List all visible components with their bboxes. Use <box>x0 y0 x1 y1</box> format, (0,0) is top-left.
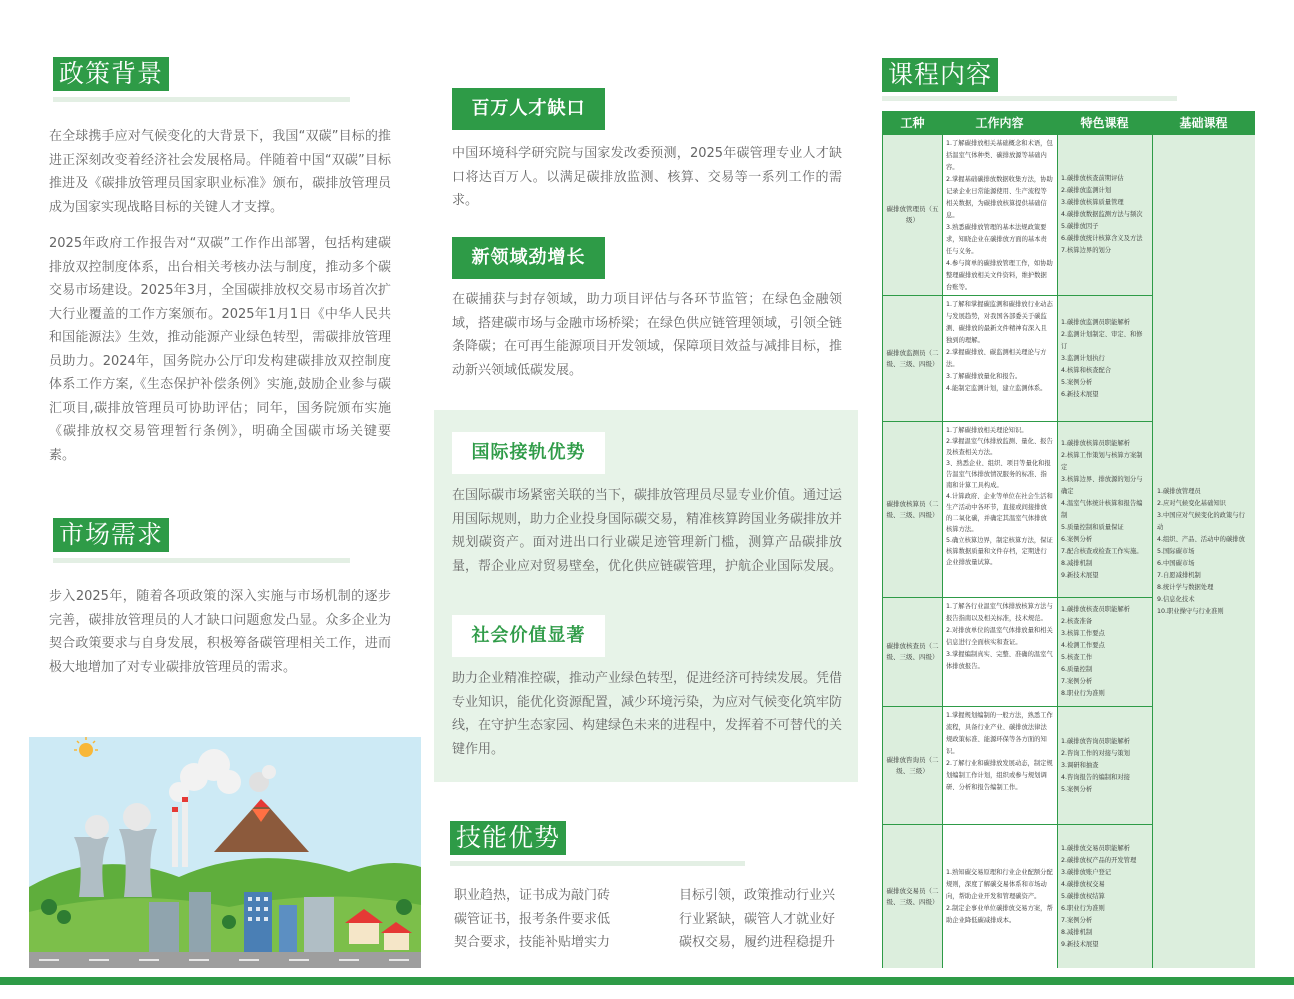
new-field-heading: 新领域劲增长 <box>452 237 605 279</box>
row-3-type: 碳排放核算员（二级、三级、四级） <box>883 422 942 597</box>
skills-heading-underline <box>450 861 745 866</box>
table-divider <box>883 824 1152 825</box>
course-heading-underline <box>882 96 1177 101</box>
row-6-featured: 1.碳排放交易员职能解析 2.碳排放权产品的开发管理 3.碳排放账户登记 4.碳排放权交易 5.碳排放权结算 6.职业行为准则 7.案例分析 8.减排机制 9.新技术展望 <box>1057 825 1152 968</box>
row-2-work: 1.了解和掌握碳监测和碳排放行业动态与发展趋势，对我国各部委关于碳监测、碳排放的最新文件精神有深入且独到的理解。 2.掌握碳排放、碳监测相关理论与方法。 3.了解碳排放量化和报告。 4.能制定监测计划，建立监测体系。 <box>942 296 1057 421</box>
industry-landscape-illustration <box>29 737 421 968</box>
social-value-heading: 社会价值显著 <box>452 615 605 657</box>
skills-left-item: 契合要求，技能补贴增实力 <box>454 935 611 950</box>
row-1-type: 碳排放管理员（五级） <box>883 135 942 295</box>
row-6-work: 1.熟知碳交易原理和行业企业配额分配规则，深度了解碳交易体系和市场动向，帮助企业开发和管理碳资产。 2.制定企事业单位碳排放交易方案，帮助企业降低碳减排成本。 <box>942 825 1057 968</box>
skills-right-item: 目标引领，政策推动行业兴 <box>679 888 836 903</box>
row-1-featured: 1.碳排放核查前期评估 2.碳排放监测计划 3.碳排放核算质量管理 4.碳排放数据监测方法与频次 5.碳排放因子 6.碳排放统计核算含义及方法 7.核算边界的划分 <box>1057 135 1152 295</box>
skills-right-item: 碳权交易，履约进程稳提升 <box>679 935 836 950</box>
header-featured-course: 特色课程 <box>1080 116 1129 130</box>
market-heading: 市场需求 <box>53 518 169 552</box>
table-divider <box>1057 135 1058 968</box>
table-divider <box>883 295 1152 296</box>
policy-paragraph-1: 在全球携手应对气候变化的大背景下，我国“双碳”目标的推进正深刻改变着经济社会发展格局。伴随着中国“双碳”目标推进及《碳排放管理员国家职业标准》颁布，碳排放管理员成为国家实现战略目标的关键人才支撑。 <box>49 129 391 215</box>
sun-icon <box>79 743 93 757</box>
policy-paragraph-2: 2025年政府工作报告对“双碳”工作作出部署，包括构建碳排放双控制度体系，出台相关考核办法与制度，推动多个碳交易市场建设。2025年3月，全国碳排放权交易市场首次扩大行业覆盖的工作方案颁布。2025年1月1日《中华人民共和国能源法》生效，推动能源产业绿色转型，需碳排放管理员助力。2024年，国务院办公厅印发构建碳排放双控制度体系工作方案,《生态保护补偿条例》实施,鼓励企业参与碳汇项目,碳排放管理员可协助评估；同年，国务院颁布实施《碳排放权交易管理暂行条例》，明确全国碳市场关键要素。 <box>49 236 391 463</box>
row-5-type: 碳排放咨询员（二级、三级） <box>883 707 942 824</box>
table-divider <box>883 421 1152 422</box>
talent-gap-heading: 百万人才缺口 <box>452 88 605 130</box>
skills-right-item: 行业紧缺，碳管人才就业好 <box>679 911 836 927</box>
row-4-type: 碳排放核查员（二级、三级、四级） <box>883 598 942 706</box>
header-job-type: 工种 <box>900 116 925 130</box>
row-2-featured: 1.碳排放监测员职能解析 2.监测计划制定、审定、和修订 3.监测计划执行 4.核算和核查配合 5.案例分析 6.新技术展望 <box>1057 296 1152 421</box>
row-4-featured: 1.碳排放核查员职能解析 2.核查准备 3.核算工作要点 4.检测工作要点 5.核查工作 6.质量控制 7.案例分析 8.职业行为准则 <box>1057 598 1152 706</box>
row-1-work: 1.了解碳排放相关基础概念和术语，包括温室气体种类、碳排放源等基础内容。 2.掌握基础碳排放数据收集方法，协助记录企业日常能源使用、生产流程等相关数据，为碳排放核算提供基础信息。 3.熟悉碳排放管理的基本法规政策要求，知晓企业在碳排放方面的基本责任与义务。 4.参与简单的碳排放管理工作，如协助整理碳排放相关文件资料，维护数据台账等。 <box>942 135 1057 295</box>
course-table-header <box>883 112 1254 135</box>
social-value-paragraph: 助力企业精准控碳，推动产业绿色转型，促进经济可持续发展。凭借专业知识，能优化资源配置，减少环境污染，为应对气候变化筑牢防线，在守护生态家园、构建绿色未来的进程中，发挥着不可替代的关键作用。 <box>452 671 843 757</box>
basic-course-list: 1.碳排放管理员 2.应对气候变化基础知识 3.中国应对气候变化的政策与行动 4.组织、产品、活动中的碳排放 5.国际碳市场 6.中国碳市场 7.自愿减排机制 8.统计学与数据处理 9.信息化技术 10.职业操守与行业准则 <box>1152 135 1255 968</box>
skills-right-list <box>679 884 879 955</box>
skills-left-item: 职业趋热，证书成为敲门砖 <box>454 888 611 903</box>
header-work-content: 工作内容 <box>975 116 1024 130</box>
row-5-featured: 1.碳排放咨询员职能解析 2.咨询工作的对接与策划 3.调研和抽查 4.咨询报告的编制和对接 5.案例分析 <box>1057 707 1152 824</box>
international-heading: 国际接轨优势 <box>452 432 605 474</box>
market-paragraph: 步入2025年，随着各项政策的深入实施与市场机制的逐步完善，碳排放管理员的人才缺口问题愈发凸显。众多企业为契合政策要求与自身发展，积极筹备碳管理相关工作，进而极大地增加了对专业碳排放管理员的需求。 <box>49 589 391 675</box>
course-heading: 课程内容 <box>882 58 998 92</box>
table-divider <box>883 597 1152 598</box>
skills-left-item: 碳管证书，报考条件要求低 <box>454 911 611 927</box>
skills-left-list <box>454 884 654 955</box>
row-2-type: 碳排放监测员（二级、三级、四级） <box>883 296 942 421</box>
row-6-type: 碳排放交易员（二级、三级、四级） <box>883 825 942 968</box>
international-paragraph: 在国际碳市场紧密关联的当下，碳排放管理员尽显专业价值。通过运用国际规则，助力企业投身国际碳交易，精准核算跨国业务碳排放并规划碳资产。面对进出口行业碳足迹管理新门槛，测算产品碳排放量，帮企业应对贸易壁垒，优化供应链碳管理，护航企业国际发展。 <box>452 488 843 574</box>
policy-heading: 政策背景 <box>53 57 169 91</box>
bottom-accent-bar <box>0 977 1294 985</box>
market-heading-underline <box>53 558 350 563</box>
course-table <box>882 111 1255 968</box>
row-3-work: 1.了解碳排放相关理论知识。 2.掌握温室气体排放监测、量化、报告及核查相关方法。 3、熟悉企业、组织、项目等量化和报告温室气体排放情况服务的标准、指南和计算工具构成。 4.计算政府、企业等单位在社会生活和生产活动中各环节，直接或间接排放的二氧化碳，并确定其温室气体排放核算方法。 5.确立核算边界，制定核算方法，保证核算数据质量和文件存档，定期进行企业排放量试算。 <box>942 422 1057 597</box>
new-field-paragraph: 在碳捕获与封存领域，助力项目评估与各环节监管；在绿色金融领域，搭建碳市场与金融市场桥梁；在绿色供应链管理领域，引领全链条降碳；在可再生能源项目开发领域，保障项目效益与减排目标，推动新兴领域低碳发展。 <box>452 292 843 378</box>
row-5-work: 1.掌握规划编制的一般方法，熟悉工作流程，具备行业产业、碳排放法律法规政策标准、能源环保等各方面的知识。 2.了解行业和碳排放发展动态，制定规划编制工作计划，组织或参与规划调研、分析和报告编制工作。 <box>942 707 1057 824</box>
row-3-featured: 1.碳排放核算员职能解析 2.核算工作策划与核算方案制定 3.核算边界、排放源的划分与确定 4.温室气体统计核算和报告编制 5.质量控制和质量保证 6.案例分析 7.配合核查或检查工作实施。 8.减排机制 9.新技术展望 <box>1057 422 1152 597</box>
policy-heading-underline <box>53 97 350 102</box>
table-divider <box>1152 135 1153 968</box>
row-4-work: 1.了解各行业温室气体排放核算方法与报告指南以及相关标准，技术规范。 2.对排放单位的温室气体排放量和相关信息进行全面核实和查证。 3.掌握编制真实、完整、准确的温室气体排放报告。 <box>942 598 1057 706</box>
table-divider <box>942 135 943 968</box>
table-divider <box>883 706 1152 707</box>
header-basic-course: 基础课程 <box>1179 116 1228 130</box>
skills-heading: 技能优势 <box>450 821 566 855</box>
talent-gap-paragraph: 中国环境科学研究院与国家发改委预测，2025年碳管理专业人才缺口将达百万人。以满足碳排放监测、核算、交易等一系列工作的需求。 <box>452 146 842 208</box>
